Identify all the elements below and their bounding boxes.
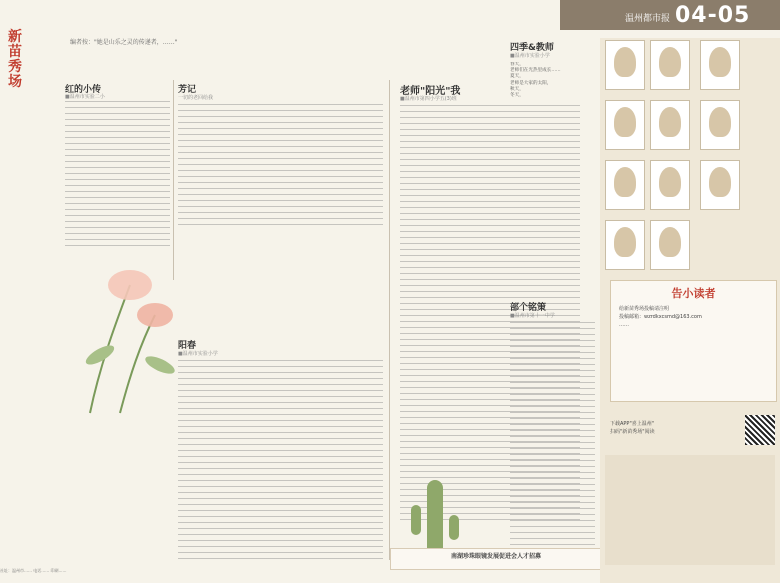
portrait-frame <box>650 100 690 150</box>
poem-title: 四季&教师 <box>510 43 554 53</box>
portrait-frame <box>650 160 690 210</box>
poem-line: 春天， <box>510 62 524 67</box>
article-3-author: ■温州市第四小学五(3)班 <box>400 96 457 102</box>
portrait-frame <box>650 40 690 90</box>
flower-illustration <box>60 245 190 415</box>
page-numbers: 04-05 <box>675 3 751 28</box>
article-4-body <box>178 360 383 560</box>
article-5-author: ■温州市第十一中学 <box>510 313 555 319</box>
person-icon <box>659 107 681 137</box>
intro-text: 编者按："她是山乐之灵的传递者，……" <box>70 39 178 46</box>
person-icon <box>709 47 731 77</box>
portrait-frame <box>700 40 740 90</box>
article-4-title: 阳春 <box>178 341 197 351</box>
notice-text <box>611 301 776 333</box>
section-title: 新苗秀场 <box>8 29 22 90</box>
notice-line: 给新苗秀场投稿请注明 <box>619 306 670 312</box>
article-5-body <box>510 322 595 547</box>
portrait-frame <box>605 160 645 210</box>
notice-title: 告小读者 <box>671 287 716 300</box>
person-icon <box>614 47 636 77</box>
ad-box <box>390 548 602 570</box>
person-icon <box>614 227 636 257</box>
article-5-title: 部个铭策 <box>510 303 547 313</box>
person-icon <box>659 167 681 197</box>
article-1-title: 红的小传 <box>65 85 102 95</box>
portrait-frame <box>650 220 690 270</box>
person-icon <box>709 167 731 197</box>
article-2-title: 芳记 <box>178 85 197 95</box>
article-2-body <box>178 104 383 229</box>
qr-caption: 下载APP"喜上温州" <box>610 421 655 427</box>
notice-line: …… <box>619 322 629 328</box>
poem-author: ■温州市实验小学 <box>510 53 550 59</box>
poem-line: 冬天， <box>510 93 524 99</box>
qr-subcaption: 扫码"新苗秀场"阅读 <box>610 429 655 435</box>
person-icon <box>709 107 731 137</box>
poem-line: 老师是大家的太阳， <box>510 80 552 86</box>
bottom-illustration <box>605 455 775 565</box>
article-3-title: 老师"阳光"我 <box>400 86 461 97</box>
portrait-frame <box>700 160 740 210</box>
notice-line: 投稿邮箱：wzrdkxcsmd@163.com <box>619 314 702 320</box>
portrait-frame <box>605 40 645 90</box>
article-1-author: ■温州市实验二小 <box>65 94 105 100</box>
person-icon <box>614 107 636 137</box>
poem-line: 老师们在光热里成长…… <box>510 68 561 74</box>
portrait-frame <box>605 100 645 150</box>
publication-name: 温州都市报 <box>625 14 671 24</box>
article-4-author: ■温州市实验小学 <box>178 351 218 357</box>
person-icon <box>614 167 636 197</box>
notice-box <box>610 280 777 402</box>
ad-title: 南湖珍珠眼镜发展促进会人才招募 <box>450 553 541 560</box>
person-icon <box>659 227 681 257</box>
portrait-frame <box>700 100 740 150</box>
portrait-frame <box>605 220 645 270</box>
divider <box>389 80 390 560</box>
article-2-subtitle: 一切的老回给我 <box>178 95 214 101</box>
qr-code[interactable] <box>745 415 775 445</box>
footer <box>0 568 780 583</box>
poem-body <box>510 62 595 292</box>
article-1-body <box>65 101 170 251</box>
poem-line: 夏天， <box>510 74 524 80</box>
person-icon <box>659 47 681 77</box>
footer-text: 社址：温州市…… 电话…… 印刷…… <box>0 568 67 573</box>
poem-line: 秋天， <box>510 86 524 92</box>
